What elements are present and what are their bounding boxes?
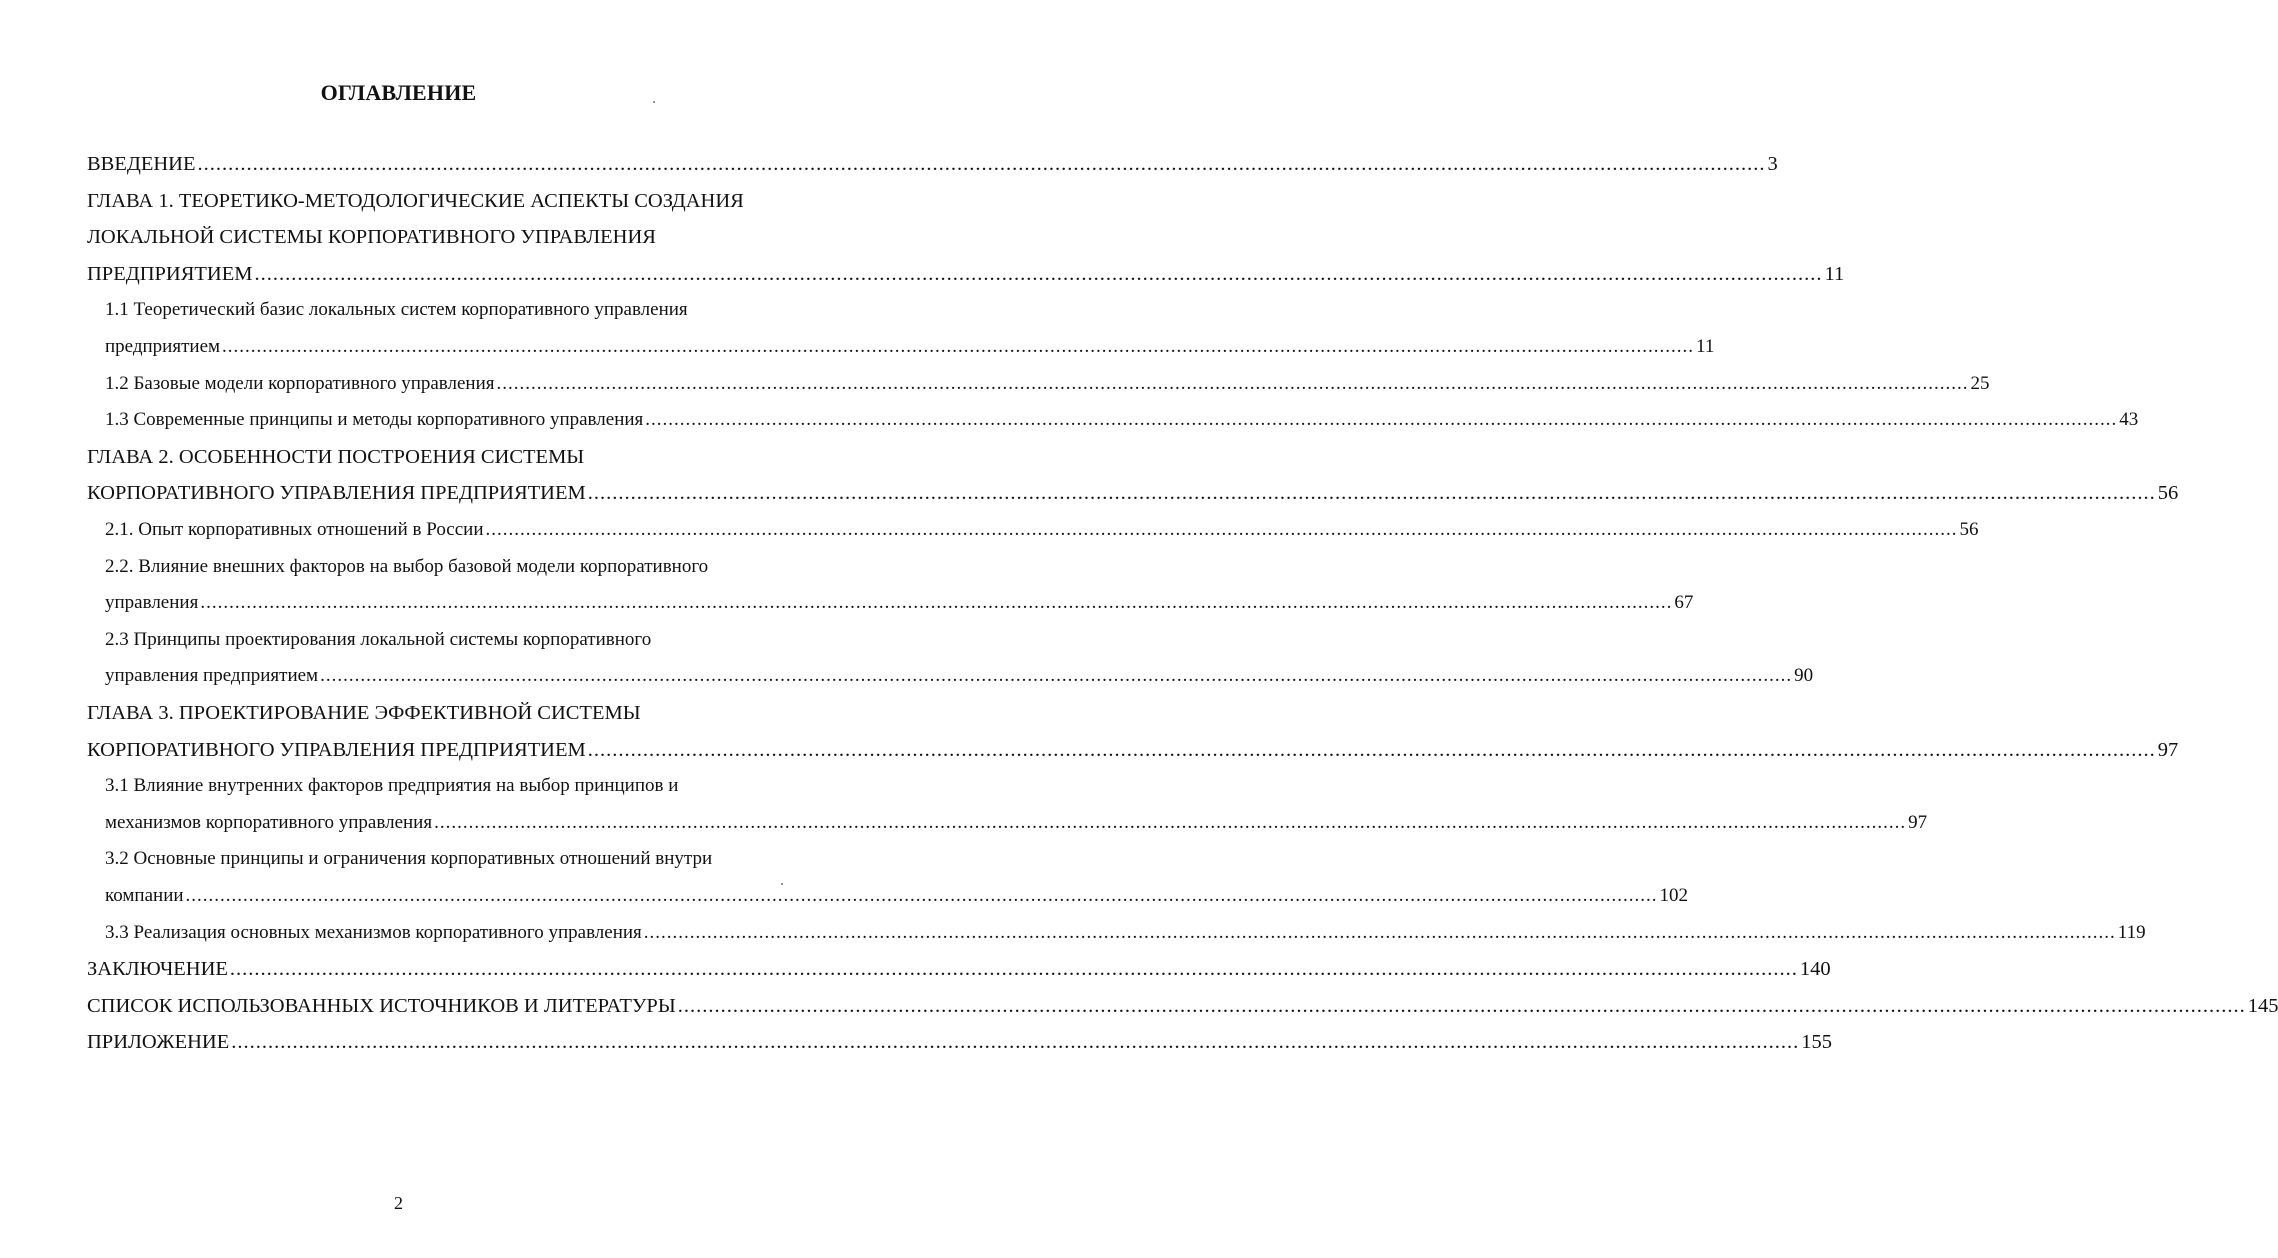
- toc-page-number: 43: [2119, 409, 2139, 431]
- toc-chapter-line: [87, 1024, 1832, 1060]
- toc-entry-text: ГЛАВА 2. ОСОБЕННОСТИ ПОСТРОЕНИЯ СИСТЕМЫ: [87, 445, 585, 468]
- toc-subsection-line: [105, 549, 750, 585]
- toc-dot-leader: [186, 878, 1658, 914]
- toc-page-number: 25: [1970, 372, 1990, 394]
- toc-dot-leader: [230, 951, 1798, 987]
- toc-subsection-line: [105, 585, 1694, 621]
- toc-entry-text: ЛОКАЛЬНОЙ СИСТЕМЫ КОРПОРАТИВНОГО УПРАВЛЕНИЯ: [87, 226, 656, 249]
- toc-subsection-line: [105, 329, 1715, 365]
- toc-dot-leader: [588, 732, 2156, 768]
- toc-page-number: 67: [1674, 592, 1694, 614]
- toc-dot-leader: [254, 256, 1822, 292]
- toc-subsection-line: [105, 878, 1689, 914]
- toc-entry-text: 2.3 Принципы проектирования локальной системы корпоративного: [105, 628, 652, 650]
- toc-subsection-line: [105, 915, 2146, 951]
- toc-entry-text: механизмов корпоративного управления: [105, 811, 433, 833]
- scan-speck: [781, 883, 783, 885]
- toc-chapter-line: [87, 256, 1845, 292]
- toc-subsection-line: [105, 768, 750, 804]
- toc-entry-text: компании: [105, 885, 184, 906]
- toc-subsection-line: [105, 622, 750, 658]
- toc-page-number: 56: [2157, 482, 2179, 505]
- toc-subsection-line: [105, 658, 1814, 694]
- toc-dot-leader: [588, 475, 2156, 511]
- toc-page-number: 102: [1659, 885, 1689, 906]
- toc-page-number: 145: [2247, 994, 2278, 1017]
- toc-entry-text: 2.2. Влияние внешних факторов на выбор базовой модели корпоративного: [105, 555, 709, 577]
- toc-dot-leader: [486, 512, 1958, 548]
- toc-entry-text: ГЛАВА 3. ПРОЕКТИРОВАНИЕ ЭФФЕКТИВНОЙ СИСТЕМЫ: [87, 702, 641, 724]
- toc-title: ОГЛАВЛЕНИЕ: [320, 80, 477, 105]
- toc-subsection-line: [105, 805, 1928, 841]
- toc-chapter-line: [87, 219, 750, 255]
- toc-subsection-line: [105, 366, 1990, 402]
- toc-chapter-line: [87, 695, 750, 731]
- toc-chapter-line: [87, 988, 2278, 1024]
- toc-dot-leader: [200, 585, 1672, 621]
- toc-dot-leader: [644, 915, 2116, 951]
- toc-page-number: 97: [1908, 811, 1928, 833]
- toc-entry-text: ПРИЛОЖЕНИЕ: [87, 1031, 230, 1054]
- toc-entry-text: КОРПОРАТИВНОГО УПРАВЛЕНИЯ ПРЕДПРИЯТИЕМ: [87, 738, 586, 761]
- toc-entry-text: ГЛАВА 1. ТЕОРЕТИКО-МЕТОДОЛОГИЧЕСКИЕ АСПЕКТЫ СОЗДАНИЯ: [87, 189, 744, 212]
- toc-subsection-line: [105, 402, 2139, 438]
- toc-dot-leader: [198, 146, 1766, 182]
- toc-entry-text: 1.3 Современные принципы и методы корпоративного управления: [105, 409, 644, 431]
- toc-entry-text: 2.1. Опыт корпоративных отношений в России: [105, 519, 484, 540]
- toc-page-number: 90: [1794, 665, 1814, 687]
- toc-page-number: 140: [1799, 958, 1831, 981]
- toc-dot-leader: [222, 329, 1694, 365]
- toc-entry-text: 1.2 Базовые модели корпоративного управления: [105, 372, 495, 394]
- toc-entry-text: предприятием: [105, 336, 221, 357]
- toc-entry-text: ЗАКЛЮЧЕНИЕ: [87, 958, 228, 981]
- toc-entry-text: КОРПОРАТИВНОГО УПРАВЛЕНИЯ ПРЕДПРИЯТИЕМ: [87, 482, 586, 505]
- toc-entry-text: управления предприятием: [105, 665, 319, 687]
- scan-speck: [653, 101, 655, 103]
- toc-dot-leader: [497, 366, 1969, 402]
- toc-subsection-line: [105, 292, 750, 328]
- toc-dot-leader: [231, 1024, 1799, 1060]
- toc-subsection-line: [105, 841, 750, 877]
- toc-entry-text: управления: [105, 592, 199, 614]
- toc-entry-text: 3.1 Влияние внутренних факторов предприятия на выбор принципов и: [105, 775, 679, 797]
- toc-subsection-line: [105, 512, 1979, 548]
- page-number: 2: [394, 1193, 403, 1213]
- toc-chapter-line: [87, 951, 1831, 987]
- toc-entry-text: СПИСОК ИСПОЛЬЗОВАННЫХ ИСТОЧНИКОВ И ЛИТЕРАТУРЫ: [87, 994, 676, 1017]
- toc-entry-text: ПРЕДПРИЯТИЕМ: [87, 262, 253, 285]
- toc-page-number: 3: [1767, 153, 1778, 175]
- toc-page-number: 11: [1824, 262, 1845, 285]
- toc-dot-leader: [678, 988, 2246, 1024]
- toc-dot-leader: [320, 658, 1792, 694]
- toc-page-number: 119: [2117, 921, 2146, 943]
- toc-entry-text: 1.1 Теоретический базис локальных систем корпоративного управления: [105, 299, 688, 321]
- toc-page-number: 155: [1801, 1031, 1832, 1054]
- toc-chapter-line: [87, 183, 750, 219]
- toc-chapter-line: [87, 146, 1778, 182]
- toc-dot-leader: [645, 402, 2117, 438]
- toc-chapter-line: [87, 475, 2179, 511]
- toc-chapter-line: [87, 439, 750, 475]
- toc-page-number: 11: [1696, 336, 1715, 357]
- toc-chapter-line: [87, 732, 2179, 768]
- toc-page-number: 97: [2157, 738, 2179, 761]
- toc-entry-text: 3.2 Основные принципы и ограничения корпоративных отношений внутри: [105, 848, 713, 870]
- toc-page-number: 56: [1959, 519, 1979, 540]
- toc-entry-text: ВВЕДЕНИЕ: [87, 153, 196, 175]
- toc-entry-text: 3.3 Реализация основных механизмов корпоративного управления: [105, 921, 642, 943]
- toc-dot-leader: [434, 805, 1906, 841]
